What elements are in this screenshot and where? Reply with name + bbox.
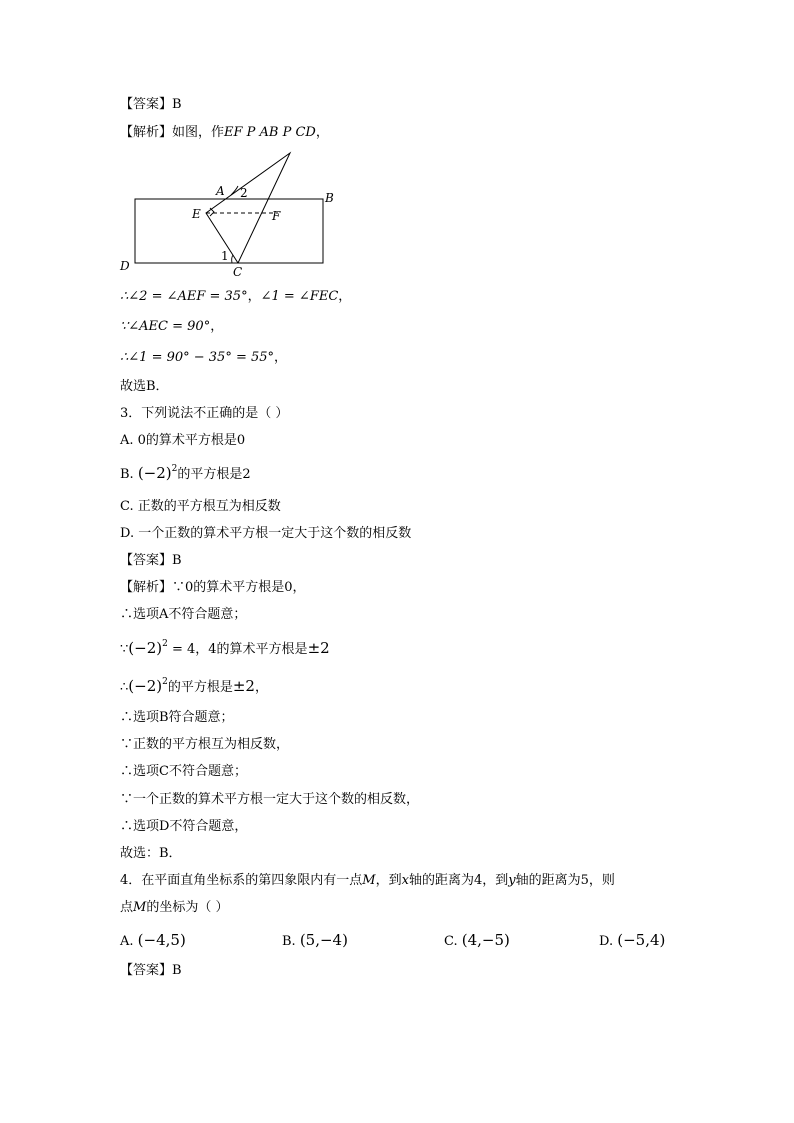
q2-step2 [120,318,223,336]
q4-stem1-a: 4．在平面直角坐标系的第四象限内有一点 [120,873,363,888]
q3-option-d: D. 一个正数的算术平方根一定大于这个数的相反数 [120,526,412,541]
q2-parallel-expr: EF P AB P CD [224,125,316,140]
q4-option-c-value: (4,−5) [461,931,510,949]
q3-answer: 【答案】B [120,553,182,568]
q3-a4-prefix: ∴ [120,680,129,695]
q3-analysis-6: ∵正数的平方根互为相反数， [120,737,290,752]
q3-analysis-9: ∴选项D不符合题意， [120,819,248,834]
angle-1-arc [232,255,233,263]
q3-a4-tail: ， [254,680,268,695]
q4-stem1-d: 轴的距离为5，则 [515,873,615,888]
q4-option-b-label: B. [282,934,296,949]
label-1: 1 [221,249,229,263]
q3-conclusion: 故选：B． [120,846,182,861]
q4-option-a [120,931,186,951]
q2-step3-expr: ∴∠1 = 90° − 35° = 55° [120,350,275,365]
q2-step1-sep: ， [247,289,261,304]
q4-stem1-x: x [401,873,409,888]
q4-option-d-value: (−5,4) [617,931,666,949]
q2-step2-tail: ， [210,319,224,334]
q4-stem2-a: 点 [120,900,134,915]
q4-option-b [282,931,348,951]
q3-option-b-tail: 的平方根是2 [177,467,251,482]
q2-step3-tail: ， [274,350,288,365]
q4-stem1-c: 轴的距离为4，到 [408,873,509,888]
q4-option-b-value: (5,−4) [299,931,348,949]
q3-a4-val: ±2 [232,677,255,695]
q3-a3-eq: = 4 [167,642,196,657]
q3-option-c: C. 正数的平方根互为相反数 [120,499,281,514]
q3-analysis-8: ∵一个正数的算术平方根一定大于这个数的相反数， [120,792,420,807]
q2-step1-b: ∠1 = ∠FEC [260,289,339,304]
geometry-figure [115,148,345,283]
q3-a3-mid: ，4的算术平方根是 [195,642,308,657]
q3-a4-mid: 的平方根是 [167,680,233,695]
triangle-shape [206,153,290,263]
q2-step1-tail: ， [338,289,352,304]
label-c: C [233,265,243,279]
label-d: D [120,259,130,273]
q3-a3-val: ±2 [307,639,330,657]
label-a: A [216,184,225,198]
q2-step2-expr: ∵∠AEC = 90° [120,319,211,334]
q4-stem2-b: 的坐标为（ ） [146,900,229,915]
q4-option-a-value: (−4,5) [137,931,186,949]
q3-option-a: A. 0的算术平方根是0 [120,433,246,448]
q2-analysis-prefix: 【解析】如图，作 [120,125,225,140]
q3-option-b-sup: 2 [171,464,178,474]
rectangle-shape [135,199,323,263]
q4-answer: 【答案】B [120,963,182,978]
q4-stem-line-2 [120,899,228,917]
q2-answer: 【答案】B [120,97,182,112]
q2-step3 [120,349,287,367]
q4-stem1-b: ，到 [375,873,402,888]
q4-stem-line-1 [120,872,615,890]
q3-a3-prefix: ∵ [120,642,129,657]
q2-analysis-line [120,124,329,142]
label-e: E [192,207,201,221]
q3-a3-sup: 2 [162,639,168,649]
q3-analysis-3 [120,639,330,659]
label-f: F [272,209,281,223]
q3-option-b [120,464,251,484]
q4-option-d-label: D. [599,934,614,949]
q3-analysis-2: ∴选项A不符合题意； [120,607,247,622]
q2-conclusion: 故选B． [120,379,169,394]
q3-analysis-7: ∴选项C不符合题意； [120,764,247,779]
q2-step1-a: ∴∠2 = ∠AEF = 35° [120,289,248,304]
label-b: B [325,191,334,205]
q4-option-d [599,931,665,951]
q3-analysis-4 [120,677,268,697]
label-2: 2 [240,186,248,200]
q4-option-c [444,931,510,951]
q3-stem: 3．下列说法不正确的是（ ） [120,406,289,421]
q3-a4-expr: (−2) [128,677,163,695]
q4-option-c-label: C. [444,934,458,949]
q4-stem2-m: M [133,900,147,915]
q2-step1 [120,288,351,306]
q3-option-b-label: B. [120,467,134,482]
q4-stem1-y: y [508,873,516,888]
q2-parallel-tail: ， [315,125,329,140]
q3-option-b-expr: (−2) [137,464,172,482]
q3-analysis-5: ∴选项B符合题意； [120,710,234,725]
q3-analysis-1: 【解析】∵0的算术平方根是0， [120,580,306,595]
q3-a4-sup: 2 [162,677,168,687]
q4-stem1-m: M [362,873,376,888]
q4-option-a-label: A. [120,934,134,949]
q3-a3-expr: (−2) [128,639,163,657]
